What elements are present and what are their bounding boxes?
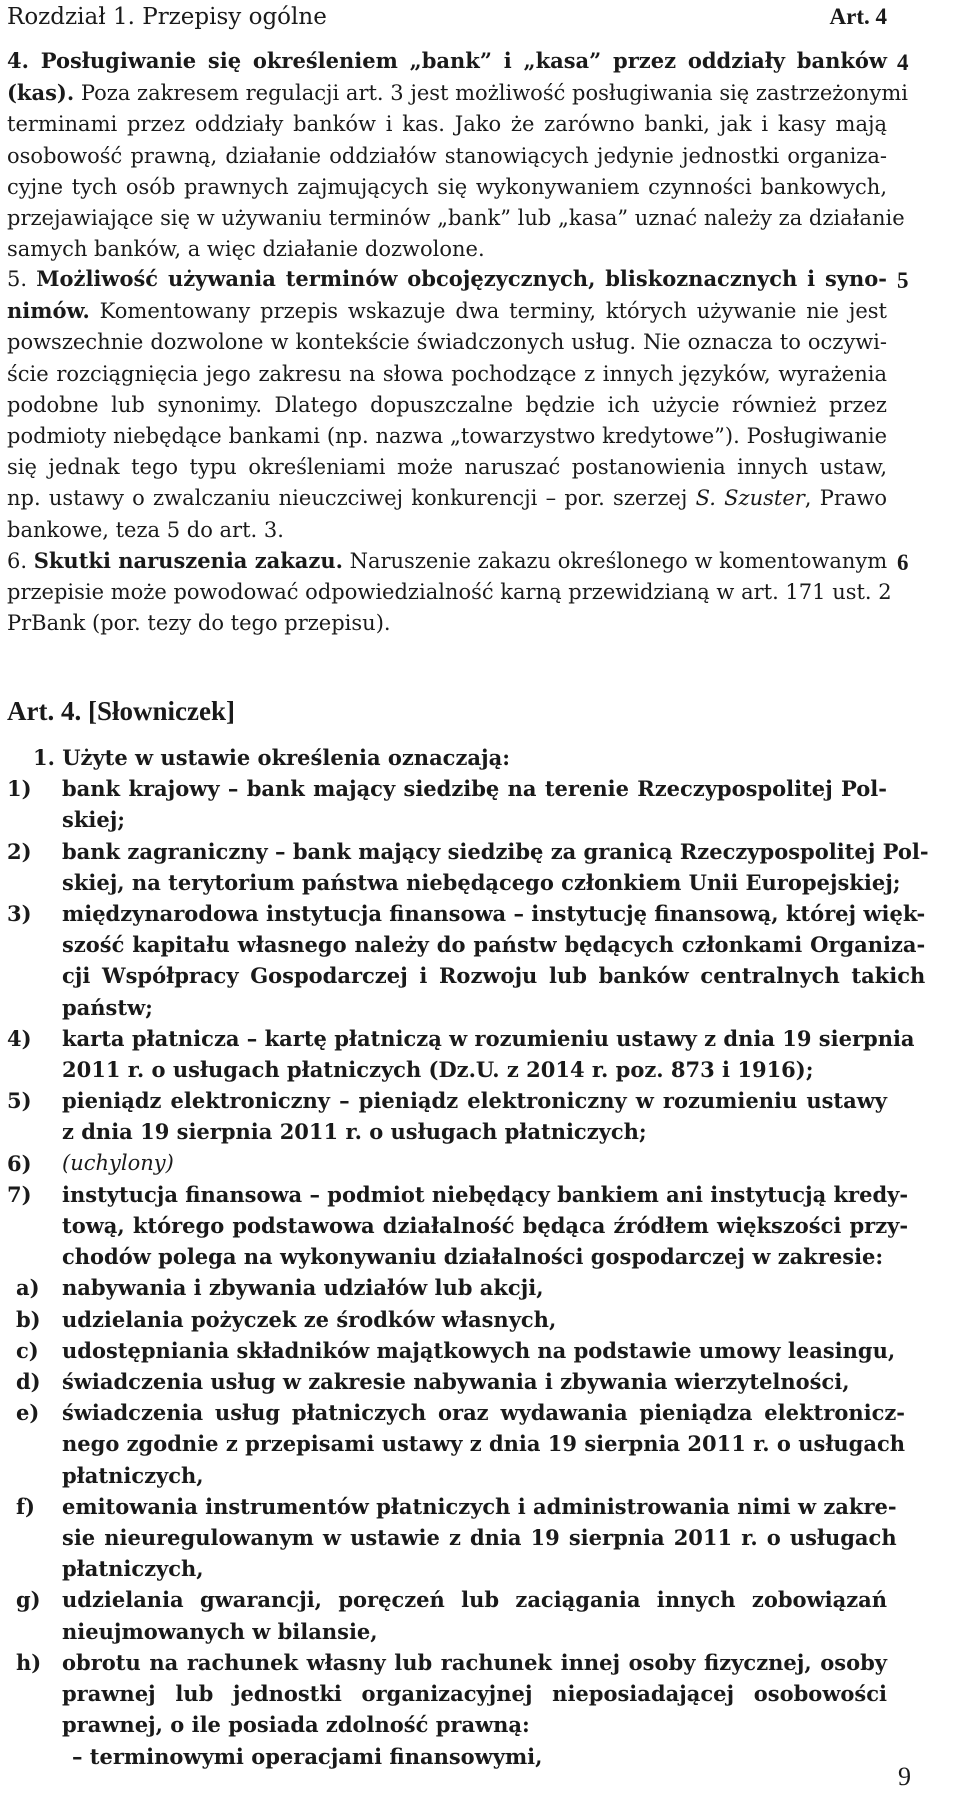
item-text-line: z dnia 19 sierpnia 2011 r. o usługach płatniczych; xyxy=(62,1119,647,1145)
text-line xyxy=(7,263,887,295)
text: Poza zakresem regulacji art. 3 jest możliwość posługiwania się zastrzeżonymi xyxy=(74,81,908,106)
item-text-line: państw; xyxy=(62,994,153,1020)
text: , Prawo xyxy=(804,486,887,511)
text: przepisie może powodować odpowiedzialność karną przewidzianą w art. 171 ust. 2 xyxy=(7,580,892,605)
bold-text: Możliwość używania terminów obcojęzycznych, bliskoznacznych i syno- xyxy=(36,266,888,291)
article-number: Art. 4. xyxy=(7,696,82,726)
definition-item xyxy=(7,1148,887,1179)
item-text-line: udzielania pożyczek ze środków własnych, xyxy=(62,1306,557,1332)
text-line xyxy=(7,234,887,265)
chapter-title: Rozdział 1. Przepisy ogólne xyxy=(7,4,327,30)
text: terminami przez oddziały banków i kas. Jako że zarówno banki, jak i kasy mają xyxy=(7,112,887,137)
text: bankowe, teza 5 do art. 3. xyxy=(7,517,284,542)
item-text-line: obrotu na rachunek własny lub rachunek innej osoby fizycznej, osoby xyxy=(62,1649,887,1675)
text-line xyxy=(7,359,887,390)
text: Komentowany przepis wskazuje dwa terminy, których używanie nie jest xyxy=(89,299,887,324)
item-text-line: świadczenia usług w zakresie nabywania i zbywania wierzytelności, xyxy=(62,1369,850,1395)
item-text-line: udostępniania składników majątkowych na podstawie umowy leasingu, xyxy=(62,1337,896,1363)
page-number: 9 xyxy=(898,1762,911,1791)
item-number: c) xyxy=(16,1337,39,1363)
text-line xyxy=(7,421,887,452)
dash-item: – terminowymi operacjami finansowymi, xyxy=(72,1743,543,1769)
definition-subitem xyxy=(7,1272,887,1303)
text: samych banków, a więc działanie dozwolone. xyxy=(7,237,485,262)
item-text-line: bank zagraniczny – bank mający siedzibę za granicą Rzeczypospolitej Pol- xyxy=(62,838,929,864)
item-text-line: szość kapitału własnego należy do państw będących członkami Organiza- xyxy=(62,932,926,958)
text: ście rozciągnięcia jego zakresu na słowa pochodzące z innych języków, wyrażenia xyxy=(7,361,887,386)
item-text-line: skiej; xyxy=(62,807,126,833)
item-text-line: nego zgodnie z przepisami ustawy z dnia 19 sierpnia 2011 r. o usługach xyxy=(62,1431,906,1457)
item-text-line: świadczenia usług płatniczych oraz wydawania pieniądza elektronicz- xyxy=(62,1400,906,1426)
item-text-line: pieniądz elektroniczny – pieniądz elektroniczny w rozumieniu ustawy xyxy=(62,1088,887,1114)
bold-text: (kas). xyxy=(7,80,75,106)
text-line xyxy=(7,141,887,172)
text-line xyxy=(7,109,887,140)
text: 5. xyxy=(7,267,37,291)
item-text-line: nieujmowanych w bilansie, xyxy=(62,1618,378,1644)
article-label: Art. 4 xyxy=(829,4,887,29)
definition-item xyxy=(7,773,887,835)
item-text-line: 2011 r. o usługach płatniczych (Dz.U. z 2014 r. poz. 873 i 1916); xyxy=(62,1057,814,1083)
text-line xyxy=(7,545,887,577)
definition-subitem xyxy=(7,1335,896,1366)
definition-item xyxy=(7,836,929,898)
text-line xyxy=(7,203,905,234)
item-number: b) xyxy=(16,1306,41,1332)
text: przejawiające się w używaniu terminów „bank” lub „kasa” uznać należy za działanie xyxy=(7,206,905,231)
bold-text: nimów. xyxy=(7,298,90,324)
text: się jednak tego typu określeniami może naruszać postanowienia innych ustaw, xyxy=(7,455,887,480)
item-number: 3) xyxy=(7,901,32,927)
definition-subitem xyxy=(7,1647,887,1741)
item-text-line: nabywania i zbywania udziałów lub akcji, xyxy=(62,1275,544,1301)
item-text-line: instytucja finansowa – podmiot niebędący bankiem ani instytucją kredy- xyxy=(62,1181,909,1207)
definition-subitem xyxy=(7,1366,887,1397)
margin-number-4: 4 xyxy=(897,50,909,75)
text: osobowość prawną, działanie oddziałów stanowiących jedynie jednostki organiza- xyxy=(7,143,887,168)
definition-subitem xyxy=(7,1304,887,1335)
item-text-line: płatniczych, xyxy=(62,1556,204,1582)
text-line xyxy=(7,172,887,203)
item-number: 6) xyxy=(7,1150,32,1176)
text: cyjne tych osób prawnych zajmujących się wykonywaniem czynności bankowych, xyxy=(7,174,887,199)
definition-subitem xyxy=(7,1584,887,1646)
thesis-5 xyxy=(7,263,887,546)
text-line xyxy=(7,45,887,77)
italic-text: S. Szuster xyxy=(695,486,805,511)
item-text-line: skiej, na terytorium państwa niebędącego członkiem Unii Europejskiej; xyxy=(62,869,901,895)
item-text-line: karta płatnicza – kartę płatniczą w rozumieniu ustawy z dnia 19 sierpnia xyxy=(62,1025,915,1051)
definition-subitem xyxy=(7,1491,897,1585)
text-line xyxy=(7,327,887,358)
bold-text: Skutki naruszenia zakazu. xyxy=(33,548,343,573)
text: powszechnie dozwolone w kontekście świadczonych usług. Nie oznacza to oczywi- xyxy=(7,330,887,355)
item-number: f) xyxy=(16,1493,35,1519)
item-text-line: (uchylony) xyxy=(62,1150,174,1175)
item-text-line: udzielania gwarancji, poręczeń lub zaciągania innych zobowiązań xyxy=(62,1587,887,1613)
definition-item xyxy=(7,1023,915,1085)
margin-number-5: 5 xyxy=(897,268,909,293)
text: np. ustawy o zwalczaniu nieuczciwej konkurencji – por. szerzej xyxy=(7,486,696,511)
item-number: 5) xyxy=(7,1088,32,1114)
item-text-line: międzynarodowa instytucja finansowa – instytucję finansową, której więk- xyxy=(62,901,926,927)
text-line xyxy=(7,77,908,109)
item-text-line: tową, którego podstawowa działalność będąca źródłem większości przy- xyxy=(62,1213,909,1239)
text-line xyxy=(7,483,887,514)
text-line xyxy=(7,608,887,639)
article-heading xyxy=(7,696,235,727)
item-number: g) xyxy=(16,1587,41,1613)
item-number: 4) xyxy=(7,1025,32,1051)
item-number: d) xyxy=(16,1369,41,1395)
item-text-line: płatniczych, xyxy=(62,1462,204,1488)
text-line xyxy=(7,515,887,546)
item-text-line: sie nieuregulowanym w ustawie z dnia 19 sierpnia 2011 r. o usługach xyxy=(62,1525,897,1551)
thesis-6 xyxy=(7,545,892,640)
definition-item xyxy=(7,1179,909,1273)
item-number: 1) xyxy=(7,776,32,802)
text-line xyxy=(7,390,887,421)
item-number: 7) xyxy=(7,1181,32,1207)
article-title: [Słowniczek] xyxy=(87,696,235,726)
text: PrBank (por. tezy do tego przepisu). xyxy=(7,611,391,636)
text: Naruszenie zakazu określonego w komentowanym xyxy=(342,549,888,573)
item-text-line: chodów polega na wykonywaniu działalności gospodarczej w zakresie: xyxy=(62,1244,884,1270)
item-text-line: emitowania instrumentów płatniczych i administrowania nimi w zakre- xyxy=(62,1493,897,1519)
item-text-line: prawnej lub jednostki organizacyjnej nieposiadającej osobowości xyxy=(62,1681,887,1707)
text: 6. xyxy=(7,549,34,573)
definitions-intro: 1. Użyte w ustawie określenia oznaczają: xyxy=(33,745,510,770)
text: podobne lub synonimy. Dlatego dopuszczalne będzie ich użycie również przez xyxy=(7,392,887,417)
item-number: 2) xyxy=(7,838,32,864)
definition-item xyxy=(7,898,926,1023)
definitions-list xyxy=(7,742,929,1772)
thesis-4 xyxy=(7,45,908,265)
definition-subitem xyxy=(7,1397,906,1491)
item-text-line: bank krajowy – bank mający siedzibę na terenie Rzeczypospolitej Pol- xyxy=(62,776,887,802)
item-text-line: cji Współpracy Gospodarczej i Rozwoju lub banków centralnych takich xyxy=(62,963,926,989)
text: podmioty niebędące bankami (np. nazwa „towarzystwo kredytowe”). Posługiwanie xyxy=(7,424,887,449)
item-number: e) xyxy=(16,1400,40,1426)
item-number: a) xyxy=(16,1275,40,1301)
item-number: h) xyxy=(16,1649,42,1675)
bold-text: 4. Posługiwanie się określeniem „bank” i „kasa” przez oddziały banków xyxy=(7,48,887,73)
margin-number-6: 6 xyxy=(897,550,909,575)
text-line xyxy=(7,295,887,327)
text-line xyxy=(7,452,887,483)
definition-item xyxy=(7,1085,887,1147)
text-line xyxy=(7,577,892,608)
item-text-line: prawnej, o ile posiada zdolność prawną: xyxy=(62,1712,530,1738)
